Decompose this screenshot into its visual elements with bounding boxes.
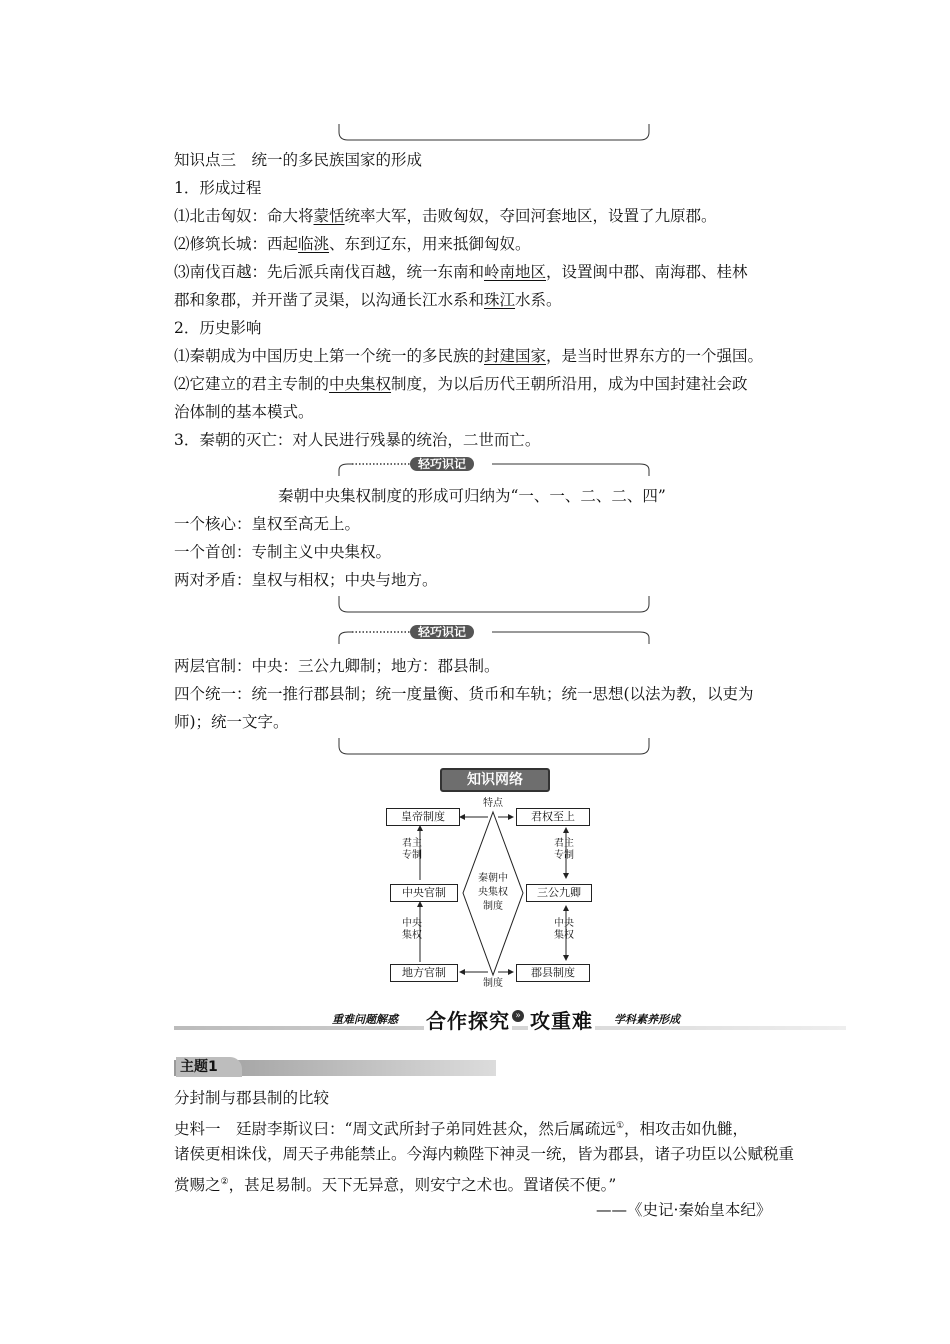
label-feature: 特点 — [483, 798, 503, 809]
tip-box-bottom-bracket — [338, 596, 650, 614]
box-emperor-system: 皇帝制度 — [386, 808, 460, 826]
label-system: 制度 — [483, 978, 503, 989]
paragraph-influence-2: ⑵它建立的君主专制的中央集权制度，为以后历代王朝所沿用，成为中国封建社会政 — [174, 375, 748, 393]
source-line-3: 赏赐之②，甚足易制。天下无异意，则安宁之术也。置诸侯不便。” — [174, 1176, 617, 1195]
paragraph-influence-2-cont: 治体制的基本模式。 — [174, 403, 314, 421]
knowledge-network-diagram — [380, 768, 606, 1000]
tip2-line-1: 两层官制：中央：三公九卿制；地方：郡县制。 — [174, 657, 500, 675]
section-banner — [174, 1007, 846, 1033]
tip-title: 秦朝中央集权制度的形成可归纳为“一、一、二、二、四” — [278, 487, 666, 505]
banner-title-1: 合作探究 — [424, 1005, 512, 1034]
paragraph-wall: ⑵修筑长城：西起临洮、东到辽东，用来抵御匈奴。 — [174, 235, 531, 253]
tip-label: 轻巧识记 — [410, 625, 474, 639]
label-autocracy-right: 君主专制 — [554, 838, 574, 861]
tip-line-2: 一个首创：专制主义中央集权。 — [174, 543, 392, 561]
tip-label: 轻巧识记 — [410, 457, 474, 471]
label-centralization-right: 中央集权 — [554, 918, 574, 941]
paragraph-influence-1: ⑴秦朝成为中国历史上第一个统一的多民族的封建国家，是当时世界东方的一个强国。 — [174, 347, 764, 365]
diagram-header: 知识网络 — [440, 768, 550, 792]
paragraph-south: ⑶南伐百越：先后派兵南伐百越，统一东南和岭南地区，设置闽中郡、南海郡、桂林 — [174, 263, 748, 281]
box-prefecture-county: 郡县制度 — [516, 964, 590, 982]
double-chevron-icon: » — [512, 1010, 524, 1022]
banner-title-2: 攻重难 — [528, 1005, 595, 1034]
banner-left-text: 重难问题解惑 — [332, 1013, 398, 1026]
subheading-influence: 2．历史影响 — [174, 319, 262, 337]
banner-right-text: 学科素养形成 — [614, 1013, 680, 1026]
paragraph-north: ⑴北击匈奴：命大将蒙恬统率大军，击败匈奴，夺回河套地区，设置了九原郡。 — [174, 207, 717, 225]
box-central-officials: 中央官制 — [390, 884, 458, 902]
label-autocracy-left: 君主专制 — [402, 838, 422, 861]
section-heading: 知识点三 统一的多民族国家的形成 — [174, 151, 423, 169]
box-local-officials: 地方官制 — [390, 964, 458, 982]
box-three-dukes-nine-ministers: 三公九卿 — [526, 884, 592, 902]
tip-box-bottom-bracket — [338, 124, 650, 142]
tip2-line-2: 四个统一：统一推行郡县制；统一度量衡、货币和车轨；统一思想(以法为教，以吏为 — [174, 685, 754, 703]
tip-box-top-bracket — [338, 460, 650, 476]
source-citation: ——《史记·秦始皇本纪》 — [596, 1201, 772, 1219]
subheading-formation: 1．形成过程 — [174, 179, 262, 197]
paragraph-south-cont: 郡和象郡，并开凿了灵渠，以沟通长江水系和珠江水系。 — [174, 291, 562, 309]
diagram-center: 秦朝中央集权制度 — [478, 873, 508, 912]
label-centralization-left: 中央集权 — [402, 918, 422, 941]
tip-box-bottom-bracket — [338, 738, 650, 756]
box-imperial-supremacy: 君权至上 — [516, 808, 590, 826]
tip2-line-3: 师)；统一文字。 — [174, 713, 289, 731]
tip-line-1: 一个核心：皇权至高无上。 — [174, 515, 361, 533]
subheading-fall: 3．秦朝的灭亡：对人民进行残暴的统治，二世而亡。 — [174, 431, 541, 449]
source-line-2: 诸侯更相诛伐，周天子弗能禁止。今海内赖陛下神灵一统，皆为郡县，诸子功臣以公赋税重 — [174, 1145, 795, 1163]
tip-line-3: 两对矛盾：皇权与相权；中央与地方。 — [174, 571, 438, 589]
source-line-1: 史料一 廷尉李斯议曰：“周文武所封子弟同姓甚众，然后属疏远①，相攻击如仇雠， — [174, 1120, 749, 1139]
tip-box-top-bracket — [338, 628, 650, 644]
theme-tag: 主题1 — [176, 1057, 242, 1077]
theme-title: 分封制与郡县制的比较 — [174, 1089, 330, 1107]
